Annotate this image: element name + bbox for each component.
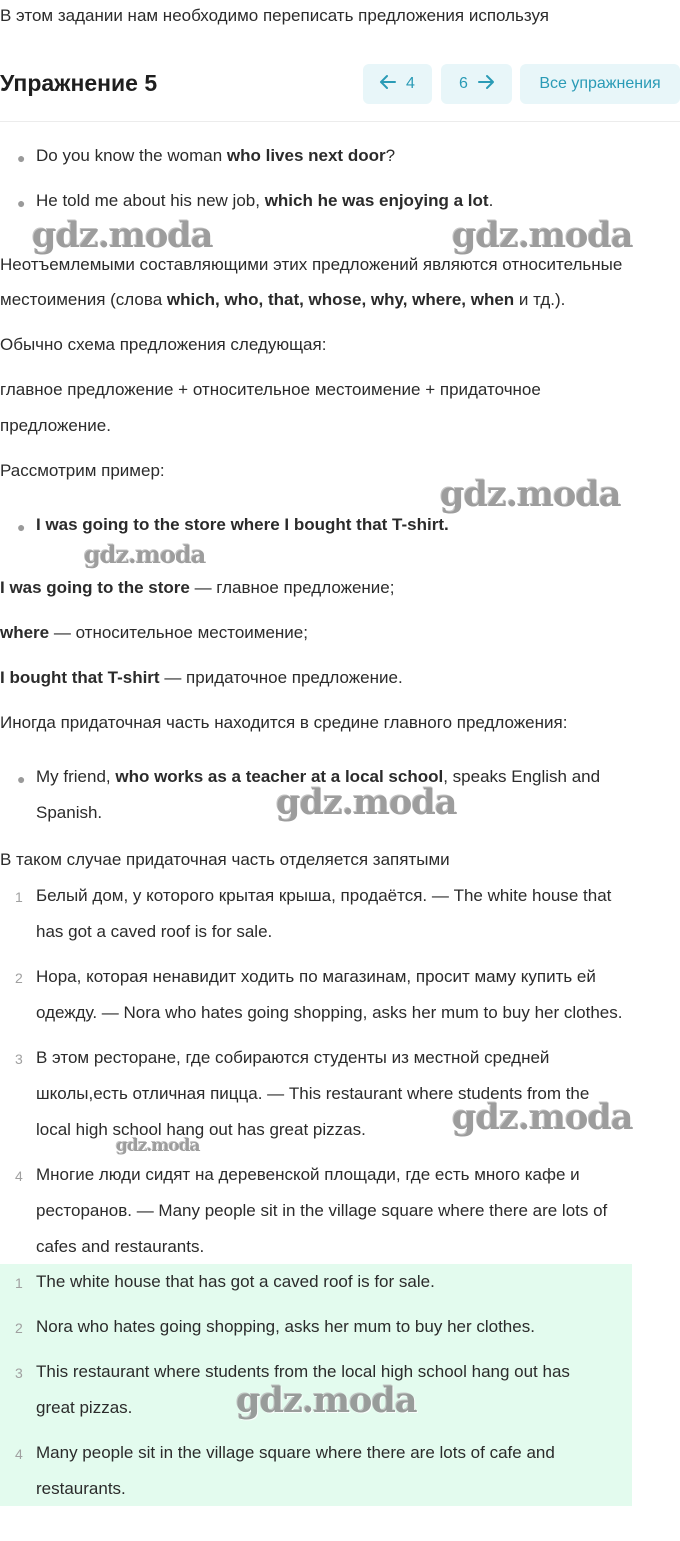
- answer-line: This restaurant where students from the local high school hang out has: [36, 1362, 570, 1381]
- task-number: 4: [15, 1168, 23, 1184]
- watermark-logo: gdz.moda: [276, 782, 457, 823]
- task-line: Многие люди сидят на деревенской площади, где есть много кафе и: [36, 1165, 580, 1184]
- page-title: Упражнение 5: [0, 70, 158, 96]
- cutoff-text: В таком случае придаточная часть отделяется запятыми: [0, 850, 450, 869]
- watermark-logo: gdz.moda: [32, 215, 213, 256]
- next-exercise-button[interactable]: [441, 64, 512, 104]
- divider: [0, 121, 680, 122]
- intro-text: В этом задании нам необходимо переписать предложения используя: [0, 6, 550, 25]
- answer-number: 1: [15, 1275, 23, 1291]
- answer-line: Nora who hates going shopping, asks her mum to buy her clothes.: [36, 1317, 535, 1336]
- task-number: 3: [15, 1051, 23, 1067]
- task-line: Нора, которая ненавидит ходить по магазинам, просит маму купить ей: [36, 967, 596, 986]
- arrow-left-icon: [380, 75, 396, 94]
- task-line: ресторанов. — Many people sit in the village square where there are lots of: [36, 1201, 608, 1220]
- answer-line: great pizzas.: [36, 1398, 133, 1417]
- answer-number: 2: [15, 1320, 23, 1336]
- example-sentence-4: My friend, who works as a teacher at a local school, speaks English and: [36, 767, 601, 786]
- answer-number: 3: [15, 1365, 23, 1381]
- paragraph-line: главное предложение + относительное местоимение + придаточное: [0, 380, 541, 399]
- paragraph-line: предложение.: [0, 416, 111, 435]
- watermark-logo: gdz.moda: [116, 1136, 200, 1156]
- parts-line: I was going to the store — главное предложение;: [0, 578, 395, 597]
- arrow-right-icon: [478, 75, 494, 94]
- watermark-logo: gdz.moda: [452, 215, 633, 256]
- paragraph-line: Обычно схема предложения следующая:: [0, 335, 327, 354]
- paragraph-line: местоимения (слова which, who, that, whose, why, where, when и тд.).: [0, 290, 566, 309]
- watermark-logo: gdz.moda: [452, 1097, 633, 1138]
- example-sentence-4-cont: Spanish.: [36, 803, 103, 822]
- task-number: 1: [15, 889, 23, 905]
- task-line: В этом ресторане, где собираются студенты из местной средней: [36, 1048, 550, 1067]
- next-exercise-label: 6: [459, 75, 468, 92]
- task-line: cafes and restaurants.: [36, 1237, 205, 1256]
- task-line: школы,есть отличная пицца. — This restaurant where students from the: [36, 1084, 590, 1103]
- paragraph-line: Рассмотрим пример:: [0, 461, 165, 480]
- paragraph-line: Неотъемлемыми составляющими этих предложений являются относительные: [0, 255, 623, 274]
- example-sentence-2: He told me about his new job, which he was enjoying a lot.: [36, 191, 494, 210]
- task-line: has got a caved roof is for sale.: [36, 922, 273, 941]
- bullet-dot: ●: [17, 771, 26, 787]
- task-number: 2: [15, 970, 23, 986]
- answer-number: 4: [15, 1446, 23, 1462]
- answer-line: Many people sit in the village square where there are lots of cafe and: [36, 1443, 555, 1462]
- watermark-logo: gdz.moda: [440, 474, 621, 515]
- watermark-logo: gdz.moda: [84, 540, 206, 569]
- answer-line: restaurants.: [36, 1479, 126, 1498]
- parts-line: I bought that T-shirt — придаточное предложение.: [0, 668, 403, 687]
- example-sentence-3: I was going to the store where I bought that T-shirt.: [36, 515, 449, 534]
- prev-exercise-button[interactable]: [363, 64, 432, 104]
- watermark-logo: gdz.moda: [236, 1380, 417, 1421]
- task-line: local high school hang out has great pizzas.: [36, 1120, 366, 1139]
- answer-line: The white house that has got a caved roof is for sale.: [36, 1272, 435, 1291]
- example-sentence-1: Do you know the woman who lives next door?: [36, 146, 396, 165]
- task-line: одежду. — Nora who hates going shopping, asks her mum to buy her clothes.: [36, 1003, 623, 1022]
- bullet-dot: ●: [17, 519, 26, 535]
- bullet-dot: ●: [17, 150, 26, 166]
- bullet-dot: ●: [17, 195, 26, 211]
- task-line: Белый дом, у которого крытая крыша, продаётся. — The white house that: [36, 886, 612, 905]
- all-exercises-label: Все упражнения: [539, 75, 661, 92]
- all-exercises-button[interactable]: [520, 64, 680, 104]
- parts-line: where — относительное местоимение;: [0, 623, 308, 642]
- paragraph-line: Иногда придаточная часть находится в средине главного предложения:: [0, 713, 568, 732]
- prev-exercise-label: 4: [406, 75, 415, 92]
